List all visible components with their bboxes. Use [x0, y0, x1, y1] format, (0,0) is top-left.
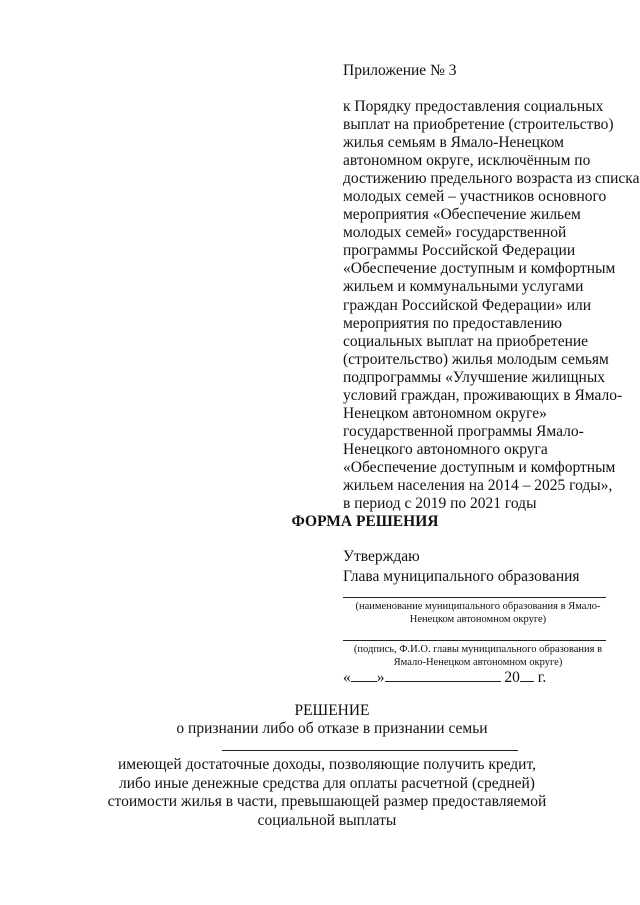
caption-line: Ямало-Ненецком автономном округе) — [393, 657, 563, 668]
approve-label: Утверждаю — [343, 548, 420, 565]
appendix-line: (строительство) жилья молодым семьям — [343, 350, 609, 368]
decision-subtitle: о признании либо об отказе в признании семьи — [176, 720, 488, 737]
appendix-line: достижению предельного возраста из списка — [343, 170, 640, 188]
caption-line: Ненецком автономном округе) — [409, 614, 547, 625]
appendix-line: программы Российской Федерации — [343, 242, 576, 260]
decision-body-line: стоимости жилья в части, превышающей размер предоставляемой — [107, 793, 547, 810]
appendix-line: молодых семей» государственной — [343, 224, 567, 242]
appendix-line: «Обеспечение доступным и комфортным — [343, 260, 616, 278]
month-blank — [385, 668, 501, 682]
decision-body-line: либо иные денежные средства для оплаты расчетной (средней) — [119, 774, 535, 792]
appendix-line: автономном округе, исключённым по — [343, 152, 591, 170]
appendix-line: социальных выплат на приобретение — [343, 332, 589, 350]
decision-body — [0, 756, 640, 830]
date-year-prefix: 20 — [504, 669, 520, 686]
approval-date — [343, 668, 546, 687]
appendix-line: Ненецком автономном округе» — [343, 404, 547, 422]
date-year-suffix: г. — [537, 669, 547, 686]
appendix-line: подпрограммы «Улучшение жилищных — [343, 368, 606, 386]
signature-caption — [343, 643, 613, 669]
appendix-line: жильем населения на 2014 – 2025 годы», — [343, 476, 613, 494]
appendix-line: «Обеспечение доступным и комфортным — [343, 458, 616, 476]
appendix-reference — [343, 98, 640, 513]
appendix-line: жилья семьям в Ямало-Ненецком — [343, 134, 564, 152]
approval-block — [343, 547, 580, 587]
appendix-line: граждан Российской Федерации» или — [343, 296, 592, 314]
appendix-line: в период с 2019 по 2021 годы — [343, 495, 537, 513]
appendix-line: жильем и коммунальными услугами — [343, 278, 584, 296]
day-blank — [351, 668, 377, 682]
date-close-quote: » — [376, 669, 385, 686]
caption-line: (подпись, Ф.И.О. главы муниципального образования в — [353, 644, 603, 655]
appendix-title: Приложение № 3 — [343, 62, 457, 79]
appendix-line: выплат на приобретение (строительство) — [343, 116, 614, 134]
form-heading: ФОРМА РЕШЕНИЯ — [291, 513, 439, 530]
appendix-line: мероприятия по предоставлению — [343, 314, 563, 332]
decision-body-line: социальной выплаты — [257, 811, 397, 829]
appendix-line: мероприятия «Обеспечение жильем — [343, 206, 581, 224]
appendix-line: к Порядку предоставления социальных — [343, 98, 604, 115]
municipality-caption — [343, 600, 613, 626]
signature-line — [343, 640, 606, 641]
date-open-quote: « — [343, 669, 351, 686]
appendix-line: условий граждан, проживающих в Ямало- — [343, 386, 623, 404]
municipality-name-line — [343, 597, 606, 598]
appendix-line: Ненецкого автономного округа — [343, 440, 548, 458]
caption-line: (наименование муниципального образования в Ямало- — [355, 601, 601, 612]
decision-title: РЕШЕНИЕ — [294, 702, 370, 719]
position-label: Глава муниципального образования — [343, 568, 580, 585]
appendix-line: молодых семей – участников основного — [343, 188, 607, 206]
family-name-line — [222, 750, 518, 751]
decision-body-line: имеющей достаточные доходы, позволяющие получить кредит, — [118, 756, 536, 773]
year-blank — [520, 668, 534, 682]
appendix-line: государственной программы Ямало- — [343, 422, 584, 440]
